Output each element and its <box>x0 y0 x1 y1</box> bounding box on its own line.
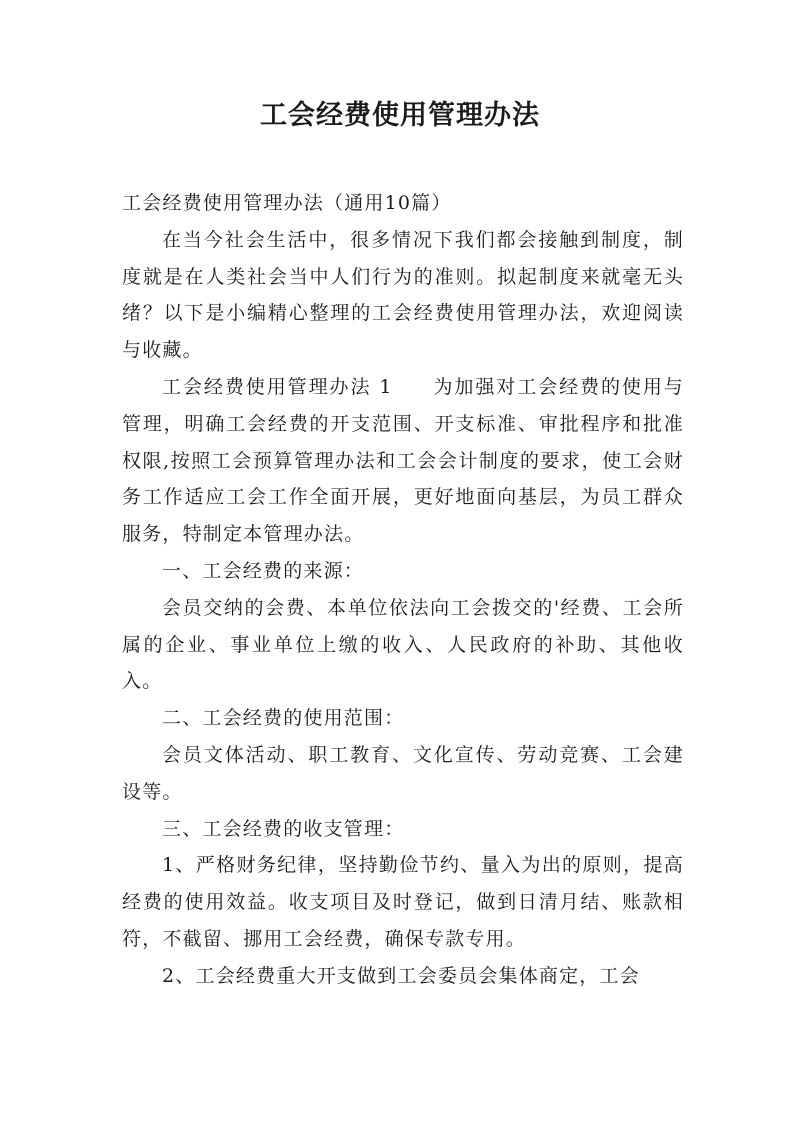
paragraph-income-source: 会员交纳的会费、本单位依法向工会拨交的'经费、工会所属的企业、事业单位上缴的收入、人民政府的补助、其他收入。 <box>122 596 684 693</box>
paragraph-rule-1: 1、严格财务纪律，坚持勤俭节约、量入为出的原则，提高经费的使用效益。收支项目及时登记，做到日清月结、账款相符，不截留、挪用工会经费，确保专款专用。 <box>122 854 684 950</box>
paragraph-rule-2: 2、工会经费重大开支做到工会委员会集体商定，工会 <box>162 964 640 987</box>
heading-income-source: 一、工会经费的来源： <box>162 559 365 582</box>
heading-usage-scope: 二、工会经费的使用范围： <box>162 707 405 730</box>
document-title: 工会经费使用管理办法 <box>260 100 540 131</box>
section-1-text: 为加强对工会经费的使用与管理，明确工会经费的开支范围、开支标准、审批程序和批准权限,按照工会预算管理办法和工会会计制度的要求，使工会财务工作适应工会工作全面开展，更好地面向基层，为员工群众服务，特制定本管理办法。 <box>122 375 685 546</box>
paragraph-usage-scope: 会员文体活动、职工教育、文化宣传、劳动竞赛、工会建设等。 <box>122 743 684 803</box>
intro-paragraph: 在当今社会生活中，很多情况下我们都会接触到制度，制度就是在人类社会当中人们行为的准则。拟起制度来就毫无头绪？以下是小编精心整理的工会经费使用管理办法，欢迎阅读与收藏。 <box>122 228 684 362</box>
document-subtitle: 工会经费使用管理办法（通用10篇） <box>122 192 452 214</box>
document-body <box>122 185 684 995</box>
heading-revenue-expense: 三、工会经费的收支管理： <box>162 817 405 840</box>
section-1-paragraph <box>122 369 684 553</box>
section-1-heading: 工会经费使用管理办法 1 <box>162 375 393 398</box>
